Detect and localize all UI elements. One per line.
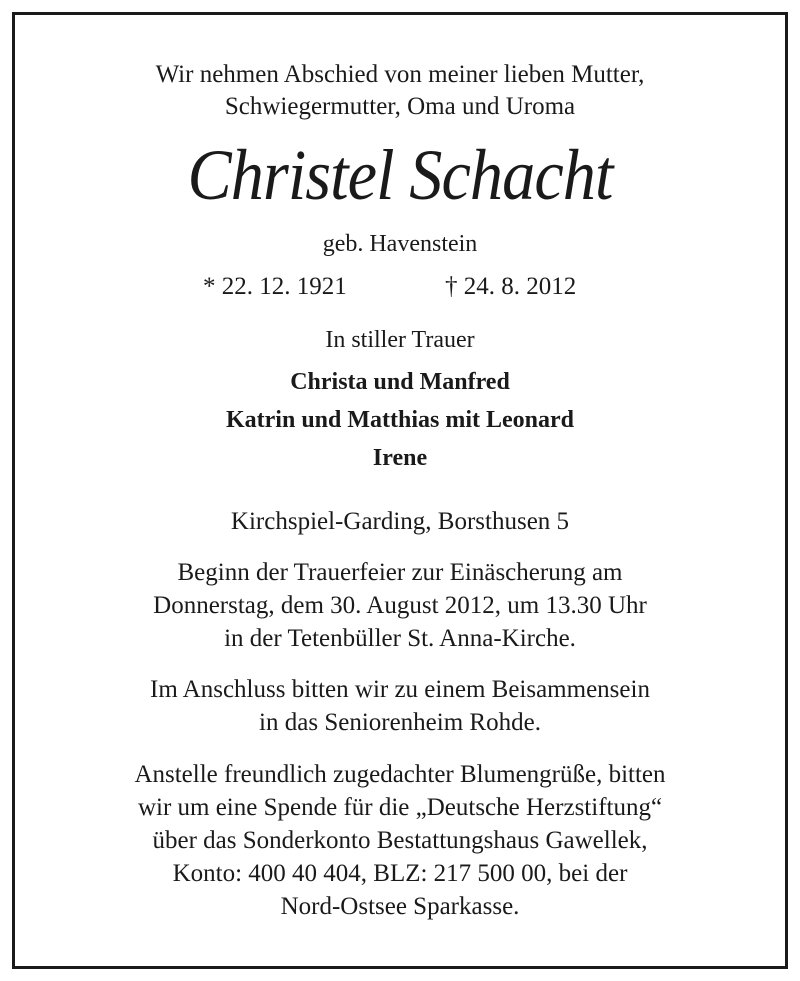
family-member-1: Christa und Manfred: [290, 369, 510, 395]
family-member-2: Katrin und Matthias mit Leonard: [225, 407, 575, 433]
life-dates: [15, 274, 785, 304]
gathering-line-1: Im Anschluss bitten wir zu einem Beisammensein: [150, 676, 650, 703]
donation-line-2: wir um eine Spende für die „Deutsche Herzstiftung“: [137, 794, 663, 821]
mourning-line: In stiller Trauer: [325, 327, 475, 353]
donation-line-5: Nord-Ostsee Sparkasse.: [280, 893, 520, 920]
intro-line-1: Wir nehmen Abschied von meiner lieben Mutter,: [155, 61, 645, 88]
ceremony-line-3: in der Tetenbüller St. Anna-Kirche.: [224, 625, 576, 652]
donation-line-4: Konto: 400 40 404, BLZ: 217 500 00, bei der: [172, 860, 628, 887]
maiden-name: geb. Havenstein: [322, 231, 478, 257]
intro-line-2: Schwiegermutter, Oma und Uroma: [224, 93, 576, 120]
deceased-name: Christel Schacht: [187, 135, 613, 215]
birth-date: * 22. 12. 1921: [203, 273, 347, 300]
address: Kirchspiel-Garding, Borsthusen 5: [230, 508, 570, 535]
family-member-3: Irene: [372, 445, 428, 471]
death-date: † 24. 8. 2012: [445, 273, 577, 300]
donation-line-1: Anstelle freundlich zugedachter Blumengrüße, bitten: [134, 761, 666, 788]
obituary-notice: [12, 12, 788, 969]
donation-line-3: über das Sonderkonto Bestattungshaus Gawellek,: [152, 827, 648, 854]
ceremony-line-2: Donnerstag, dem 30. August 2012, um 13.30 Uhr: [153, 592, 647, 619]
gathering-line-2: in das Seniorenheim Rohde.: [259, 709, 541, 736]
ceremony-line-1: Beginn der Trauerfeier zur Einäscherung am: [177, 559, 623, 586]
obituary-content: [15, 15, 785, 966]
